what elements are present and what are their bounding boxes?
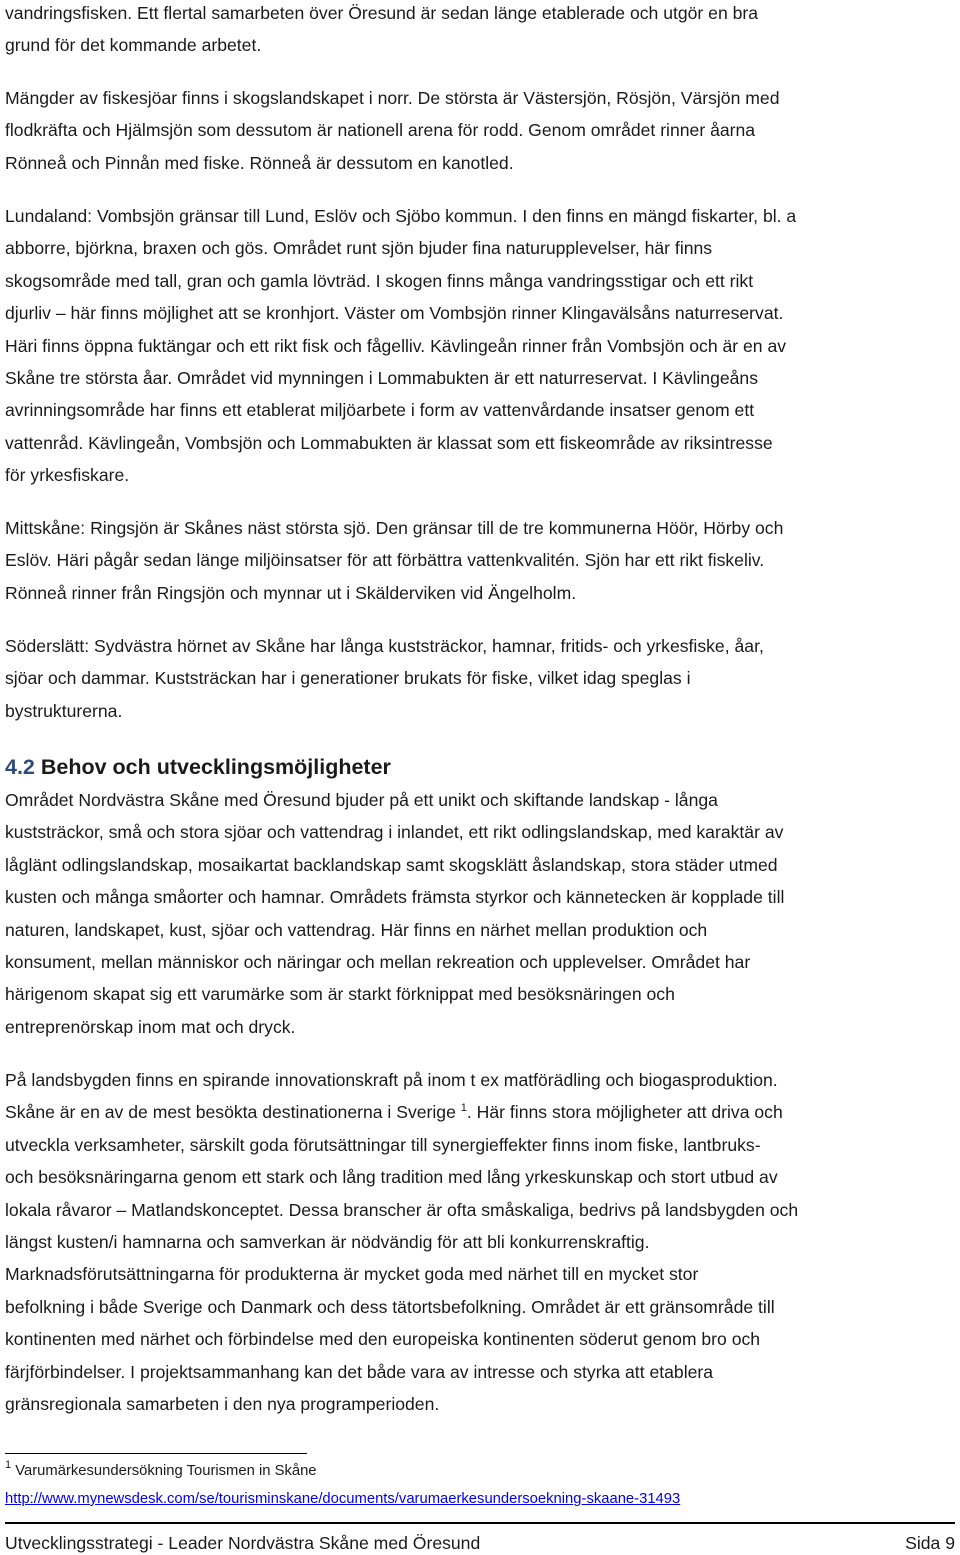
section-heading [5,751,391,783]
footnote-title: Varumärkesundersökning Tourismen in Skåne [11,1463,317,1479]
text-line: härigenom skapat sig ett varumärke som är starkt förknippat med besöksnäringen och [5,984,675,1005]
text-line: Söderslätt: Sydvästra hörnet av Skåne har långa kuststräckor, hamnar, fritids- och yrkesfiske, åar, [5,636,764,656]
text-line: avrinningsområde har finns ett etablerat miljöarbete i form av vattenvårdande insatser genom ett [5,400,755,421]
text-line: kuststräckor, små och stora sjöar och vattendrag i inlandet, ett rikt odlingslandskap, med karaktär av [5,822,784,843]
footnote-link[interactable]: http://www.mynewsdesk.com/se/tourisminskane/documents/varumaerkesundersoekning-skaane-31493 [5,1491,681,1507]
text-line: längst kusten/i hamnarna och samverkan är nödvändig för att bli konkurrenskraftig. [5,1232,650,1253]
footnote-separator [5,1453,307,1454]
text-line: kusten och många småorter och hamnar. Områdets främsta styrkor och kännetecken är kopplade till [5,887,785,908]
text-span: . Här finns stora möjligheter att driva och [466,1102,783,1123]
text-line: Lundaland: Vombsjön gränsar till Lund, Eslöv och Sjöbo kommun. I den finns en mängd fiskarter, bl. a [5,206,797,226]
text-line: Rönneå rinner från Ringsjön och mynnar ut i Skälderviken vid Ängelholm. [5,582,577,603]
paragraph-fishing-collab [5,0,758,62]
paragraph-soderslatt [5,630,764,727]
text-line: naturen, landskapet, kust, sjöar och vattendrag. Här finns en närhet mellan produktion och [5,919,708,940]
paragraph-north-lakes [5,82,780,179]
text-line: utveckla verksamheter, särskilt goda förutsättningar till synergieffekter finns inom fiske, lantbruks- [5,1134,761,1155]
text-line: vandringsfisken. Ett flertal samarbeten över Öresund är sedan länge etablerade och utgör en bra [5,3,759,23]
footnote-link-line [5,1490,680,1509]
page-number: Sida 9 [905,1533,955,1553]
footer-title: Utvecklingsstrategi - Leader Nordvästra Skåne med Öresund [5,1533,481,1553]
text-line: entreprenörskap inom mat och dryck. [5,1016,296,1037]
footnote-reference[interactable]: 1 [460,1102,467,1115]
text-line: Rönneå och Pinnån med fiske. Rönneå är dessutom en kanotled. [5,152,514,173]
paragraph-area-description [5,784,784,1043]
text-line: Eslöv. Häri pågår sedan länge miljöinsatser för att förbättra vattenkvalitén. Sjön har ett rikt fiskeliv. [5,550,765,571]
page-footer [5,1532,955,1554]
paragraph-lundaland [5,200,796,492]
text-line: djurliv – här finns möjlighet att se kronhjort. Väster om Vombsjön rinner Klingavälsåns naturreservat. [5,303,784,324]
text-line: grund för det kommande arbetet. [5,35,262,56]
section-title: Behov och utvecklingsmöjligheter [34,755,391,779]
text-line: skogsområde med tall, gran och gamla lövträd. I skogen finns många vandringsstigar och ett rikt [5,270,754,291]
text-line: bystrukturerna. [5,700,123,721]
text-line: Skåne tre största åar. Området vid mynningen i Lommabukten är ett naturreservat. I Kävlingeåns [5,368,759,389]
text-line: och besöksnäringarna genom ett stark och lång tradition med lång yrkeskunskap och stort utbud av [5,1167,778,1188]
paragraph-mittskane [5,512,783,609]
text-line: sjöar och dammar. Kuststräckan har i generationer brukats för fiske, vilket idag speglas i [5,668,691,689]
text-line: låglänt odlingslandskap, mosaikartat backlandskap samt skogsklätt åslandskap, stora städer utmed [5,854,778,875]
text-line: Mängder av fiskesjöar finns i skogslandskapet i norr. De största är Västersjön, Rösjön, Värsjön med [5,88,780,108]
section-number: 4.2 [5,755,35,779]
footnote-text [5,1459,317,1481]
text-line: Häri finns öppna fuktängar och ett rikt fisk och fågelliv. Kävlingeån rinner från Vombsjön och är en av [5,335,787,356]
footnote-number: 1 [5,1459,12,1471]
text-line [5,1096,798,1128]
text-line: färjförbindelser. I projektsammanhang kan det både vara av intresse och styrka att etablera [5,1361,714,1382]
footer-rule [5,1522,955,1524]
text-line: lokala råvaror – Matlandskonceptet. Dessa branscher är ofta småskaliga, bedrivs på landsbygden och [5,1199,799,1220]
text-line: vattenråd. Kävlingeån, Vombsjön och Lommabukten är klassat som ett fiskeområde av riksintresse [5,432,773,453]
text-line: för yrkesfiskare. [5,465,130,486]
paragraph-continuation [5,1129,798,1421]
text-line: befolkning i både Sverige och Danmark och dess tätortsbefolkning. Området är ett gränsområde till [5,1296,775,1317]
text-line: abborre, björkna, braxen och gös. Området runt sjön bjuder fina naturupplevelser, här finns [5,238,713,259]
text-line: Området Nordvästra Skåne med Öresund bjuder på ett unikt och skiftande landskap - långa [5,790,718,810]
text-line: Mittskåne: Ringsjön är Skånes näst största sjö. Den gränsar till de tre kommunerna Höör, Hörby och [5,518,784,538]
paragraph-rural-innovation [5,1064,798,1420]
text-line: Marknadsförutsättningarna för produkterna är mycket goda med närhet till en mycket stor [5,1264,699,1285]
text-line: På landsbygden finns en spirande innovationskraft på inom t ex matförädling och biogasproduktion. [5,1070,778,1090]
text-line: gränsregionala samarbeten i den nya programperioden. [5,1394,440,1415]
text-line: kontinenten med närhet och förbindelse med den europeiska kontinenten söderut genom bro och [5,1329,761,1350]
text-span: Skåne är en av de mest besökta destinationerna i Sverige [5,1102,461,1123]
text-line: konsument, mellan människor och näringar och mellan rekreation och upplevelser. Området har [5,952,751,973]
text-line: flodkräfta och Hjälmsjön som dessutom är nationell arena för rodd. Genom området rinner åarna [5,120,756,141]
